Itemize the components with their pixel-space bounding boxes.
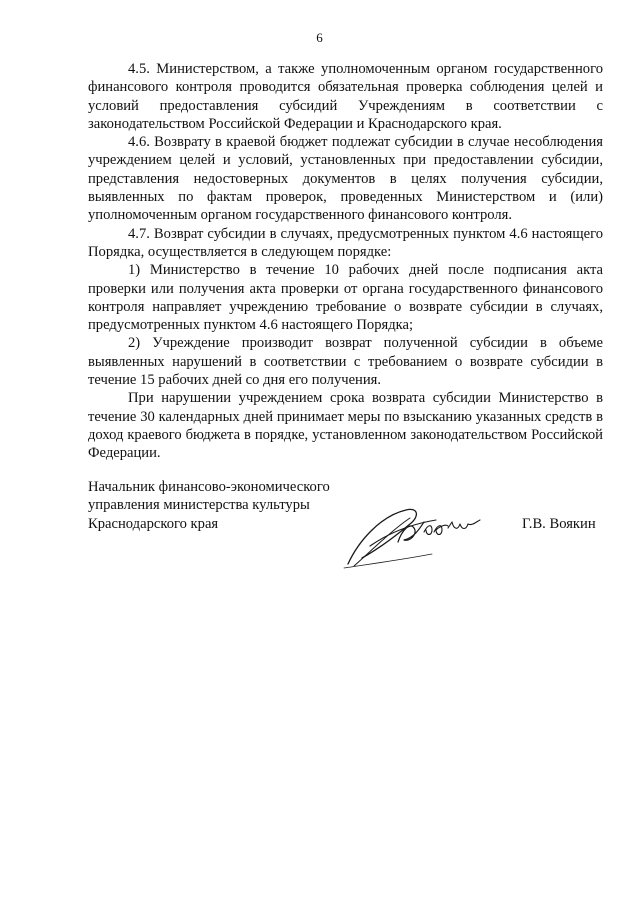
- signatory-title: [88, 478, 330, 533]
- signatory-title-line: Краснодарского края: [88, 515, 219, 532]
- paragraph-4-5: 4.5. Министерством, а также уполномоченным органом государственного финансового контроля проводится обязательная проверка соблюдения целей и условий предоставления субсидий Учреждениям в соответствии с законодательством Российской Федерации и Краснодарского края.: [88, 61, 603, 132]
- signatory-name: Г.В. Воякин: [522, 516, 596, 532]
- paragraph-violation: При нарушении учреждением срока возврата субсидии Министерство в течение 30 календарных дней принимает меры по взысканию указанных средств в доход краевого бюджета в порядке, установленном законодательством Российской Федерации.: [88, 390, 603, 462]
- page-number: 6: [316, 30, 323, 45]
- signatory-title-line: управления министерства культуры: [88, 497, 310, 514]
- paragraph-4-7-item-1: 1) Министерство в течение 10 рабочих дней после подписания акта проверки или получения акта проверки от органа государственного финансового контроля направляет учреждению требование о возврате субсидии в случаях, предусмотренных пунктом 4.6 настоящего Порядка;: [88, 262, 603, 334]
- signatory-title-line: Начальник финансово-экономического: [88, 479, 330, 495]
- paragraph-4-6: 4.6. Возврату в краевой бюджет подлежат субсидии в случае несоблюдения учреждением целей и условий, установленных при предоставлении субсидии, представления недостоверных документов в целях получения субсидии, выявленных по фактам проверок, проведенных Министерством и (или) уполномоченным органом государственного финансового контроля.: [88, 134, 603, 224]
- paragraph-4-7: 4.7. Возврат субсидии в случаях, предусмотренных пунктом 4.6 настоящего Порядка, осуществляется в следующем порядке:: [88, 225, 603, 260]
- paragraph-4-7-item-2: 2) Учреждение производит возврат полученной субсидии в объеме выявленных нарушений в соответствии с требованием о возврате субсидии в течение 15 рабочих дней со дня его получения.: [88, 335, 603, 389]
- document-body: [88, 60, 603, 463]
- handwritten-signature-icon: [340, 502, 490, 570]
